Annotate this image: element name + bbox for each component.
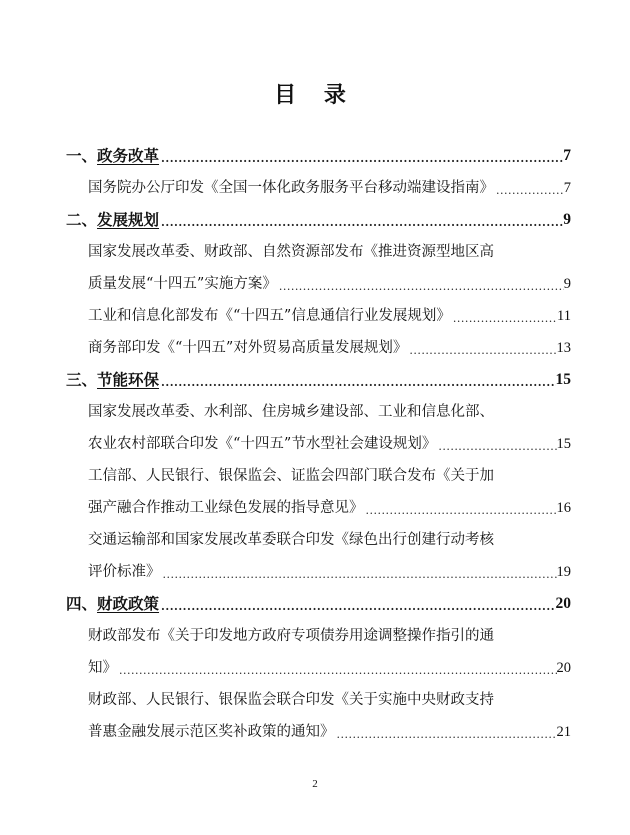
- toc-entry-line[interactable]: [66, 620, 571, 652]
- dot-leader: [494, 178, 564, 204]
- dot-leader: [161, 562, 557, 588]
- entry-title-text: 国家发展改革委、水利部、住房城乡建设部、工业和信息化部、: [88, 404, 494, 420]
- entry-title-text: 强产融合作推动工业绿色发展的指导意见》: [88, 500, 364, 516]
- section-title: 发展规划: [97, 210, 160, 229]
- toc-entry-line[interactable]: [66, 716, 571, 748]
- toc-entry-line[interactable]: [66, 524, 571, 556]
- entry-page-number: 19: [556, 564, 571, 580]
- dot-leader: [277, 274, 564, 300]
- toc-entry-line[interactable]: [66, 428, 571, 460]
- entry-title-text: 工信部、人民银行、银保监会、证监会四部门联合发布《关于加: [88, 468, 494, 484]
- toc-entry-line[interactable]: [66, 460, 571, 492]
- toc-entry-line[interactable]: [66, 236, 571, 268]
- entry-page-number: 11: [557, 308, 571, 324]
- toc-entry-line[interactable]: [66, 300, 571, 332]
- entry-page-number: 9: [563, 276, 571, 292]
- section-page-number: 20: [555, 595, 571, 612]
- toc-entry-line[interactable]: [66, 652, 571, 684]
- entry-title-text: 知》: [88, 660, 117, 676]
- toc-section-row[interactable]: [66, 588, 571, 620]
- dot-leader: [364, 498, 557, 524]
- section-number: 三、: [66, 370, 98, 389]
- section-page-number: 15: [555, 371, 571, 388]
- section-title: 节能环保: [97, 370, 160, 389]
- toc-entry-line[interactable]: [66, 396, 571, 428]
- section-page-number: 9: [563, 211, 571, 228]
- dot-leader: [159, 594, 555, 620]
- entry-page-number: 13: [556, 340, 571, 356]
- section-number: 二、: [66, 210, 98, 229]
- entry-page-number: 20: [556, 660, 571, 676]
- entry-title-text: 普惠金融发展示范区奖补政策的通知》: [88, 724, 335, 740]
- section-number: 一、: [66, 146, 98, 165]
- dot-leader: [335, 722, 557, 748]
- table-of-contents: [66, 140, 571, 748]
- toc-section-row[interactable]: [66, 364, 571, 396]
- entry-title-text: 商务部印发《“十四五”对外贸易高质量发展规划》: [88, 340, 408, 356]
- dot-leader: [451, 306, 557, 332]
- entry-title-text: 财政部发布《关于印发地方政府专项债券用途调整操作指引的通: [88, 628, 494, 644]
- dot-leader: [159, 370, 555, 396]
- section-page-number: 7: [563, 147, 571, 164]
- entry-title-text: 质量发展“十四五”实施方案》: [88, 276, 277, 292]
- entry-title-text: 财政部、人民银行、银保监会联合印发《关于实施中央财政支持: [88, 692, 494, 708]
- entry-page-number: 21: [556, 724, 571, 740]
- entry-title-text: 国务院办公厅印发《全国一体化政务服务平台移动端建设指南》: [88, 180, 494, 196]
- entry-title-text: 评价标准》: [88, 564, 161, 580]
- dot-leader: [117, 658, 557, 684]
- entry-title-text: 农业农村部联合印发《“十四五”节水型社会建设规划》: [88, 436, 437, 452]
- page-title: 目 录: [274, 83, 356, 108]
- entry-title-text: 交通运输部和国家发展改革委联合印发《绿色出行创建行动考核: [88, 532, 494, 548]
- dot-leader: [159, 146, 563, 172]
- entry-page-number: 16: [556, 500, 571, 516]
- toc-entry-line[interactable]: [66, 492, 571, 524]
- toc-entry-line[interactable]: [66, 556, 571, 588]
- toc-entry-line[interactable]: [66, 268, 571, 300]
- entry-title-text: 工业和信息化部发布《“十四五”信息通信行业发展规划》: [88, 308, 451, 324]
- entry-page-number: 7: [563, 180, 571, 196]
- section-number: 四、: [66, 594, 98, 613]
- toc-entry-line[interactable]: [66, 684, 571, 716]
- toc-section-row[interactable]: [66, 204, 571, 236]
- dot-leader: [159, 210, 563, 236]
- page-number: 2: [312, 778, 318, 790]
- dot-leader: [407, 338, 556, 364]
- entry-title-text: 国家发展改革委、财政部、自然资源部发布《推进资源型地区高: [88, 244, 494, 260]
- toc-entry-line[interactable]: [66, 172, 571, 204]
- dot-leader: [436, 434, 556, 460]
- entry-page-number: 15: [556, 436, 571, 452]
- toc-section-row[interactable]: [66, 140, 571, 172]
- toc-entry-line[interactable]: [66, 332, 571, 364]
- section-title: 财政政策: [97, 594, 160, 613]
- section-title: 政务改革: [97, 146, 160, 165]
